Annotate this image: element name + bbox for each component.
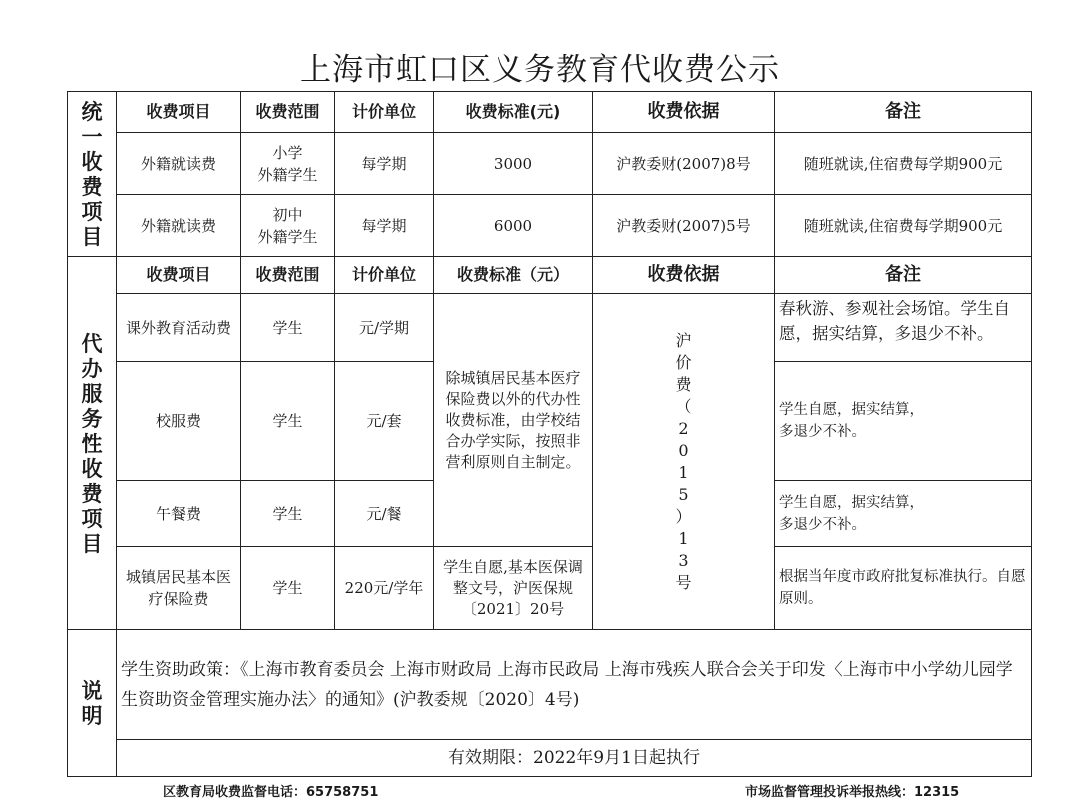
standard-cell: 3000 bbox=[434, 133, 593, 195]
shared-standard-cell: 除城镇居民基本医疗保险费以外的代办性收费标准，由学校结合办学实际，按照非营利原则自主制定。 bbox=[434, 294, 593, 547]
supervision-hotline: 区教育局收费监督电话：65758751 bbox=[163, 785, 379, 800]
header-item: 收费项目 bbox=[117, 92, 241, 133]
item-cell: 城镇居民基本医疗保险费 bbox=[117, 547, 241, 630]
fee-table bbox=[67, 91, 1032, 777]
complaint-hotline: 市场监督管理投诉举报热线：12315 bbox=[745, 785, 960, 800]
explain-text: 学生资助政策：《上海市教育委员会 上海市财政局 上海市民政局 上海市残疾人联合会关于印发〈上海市中小学幼儿园学生资助资金管理实施办法〉的通知》(沪教委规〔2020〕4号) bbox=[117, 630, 1032, 740]
explain-row bbox=[68, 630, 1032, 740]
unit-cell: 每学期 bbox=[335, 195, 434, 257]
remark-cell: 随班就读,住宿费每学期900元 bbox=[775, 195, 1032, 257]
unit-cell: 元/学期 bbox=[335, 294, 434, 362]
item-cell: 课外教育活动费 bbox=[117, 294, 241, 362]
item-cell: 午餐费 bbox=[117, 481, 241, 547]
remark-cell: 学生自愿，据实结算， 多退少不补。 bbox=[775, 362, 1032, 481]
section-unified-label: 统 一 收 费 项 目 bbox=[68, 92, 117, 257]
remark-cell: 学生自愿，据实结算， 多退少不补。 bbox=[775, 481, 1032, 547]
standard-cell: 学生自愿,基本医保调整文号，沪医保规〔2021〕20号 bbox=[434, 547, 593, 630]
header-item: 收费项目 bbox=[117, 257, 241, 294]
proxy-header-row bbox=[68, 257, 1032, 294]
item-cell: 外籍就读费 bbox=[117, 195, 241, 257]
remark-cell: 春秋游、参观社会场馆。学生自愿，据实结算，多退少不补。 bbox=[775, 294, 1032, 362]
range-cell: 学生 bbox=[241, 547, 335, 630]
header-standard: 收费标准（元） bbox=[434, 257, 593, 294]
basis-cell: 沪教委财(2007)5号 bbox=[593, 195, 775, 257]
page-title: 上海市虹口区义务教育代收费公示 bbox=[300, 52, 780, 88]
unit-cell: 每学期 bbox=[335, 133, 434, 195]
section-proxy-label: 代 办 服 务 性 收 费 项 目 bbox=[68, 257, 117, 630]
header-range: 收费范围 bbox=[241, 92, 335, 133]
range-cell: 学生 bbox=[241, 294, 335, 362]
item-cell: 校服费 bbox=[117, 362, 241, 481]
proxy-basis-cell: 沪 价 费 （ 2 0 1 5 ） 1 3 号 bbox=[593, 294, 775, 630]
range-cell: 初中 外籍学生 bbox=[241, 195, 335, 257]
standard-cell: 6000 bbox=[434, 195, 593, 257]
item-cell: 外籍就读费 bbox=[117, 133, 241, 195]
table-row bbox=[68, 195, 1032, 257]
header-remark: 备注 bbox=[775, 92, 1032, 133]
valid-row bbox=[68, 740, 1032, 777]
section-explain-label: 说 明 bbox=[68, 630, 117, 777]
valid-period: 有效期限：2022年9月1日起执行 bbox=[117, 740, 1032, 777]
header-unit: 计价单位 bbox=[335, 92, 434, 133]
range-cell: 小学 外籍学生 bbox=[241, 133, 335, 195]
remark-cell: 根据当年度市政府批复标准执行。自愿原则。 bbox=[775, 547, 1032, 630]
header-remark: 备注 bbox=[775, 257, 1032, 294]
remark-cell: 随班就读,住宿费每学期900元 bbox=[775, 133, 1032, 195]
unit-cell: 220元/学年 bbox=[335, 547, 434, 630]
basis-cell: 沪教委财(2007)8号 bbox=[593, 133, 775, 195]
table-row bbox=[68, 294, 1032, 362]
header-basis: 收费依据 bbox=[593, 257, 775, 294]
table-row bbox=[68, 547, 1032, 630]
header-standard: 收费标准(元) bbox=[434, 92, 593, 133]
unified-header-row bbox=[68, 92, 1032, 133]
header-basis: 收费依据 bbox=[593, 92, 775, 133]
range-cell: 学生 bbox=[241, 362, 335, 481]
header-unit: 计价单位 bbox=[335, 257, 434, 294]
unit-cell: 元/套 bbox=[335, 362, 434, 481]
table-row bbox=[68, 133, 1032, 195]
range-cell: 学生 bbox=[241, 481, 335, 547]
unit-cell: 元/餐 bbox=[335, 481, 434, 547]
header-range: 收费范围 bbox=[241, 257, 335, 294]
